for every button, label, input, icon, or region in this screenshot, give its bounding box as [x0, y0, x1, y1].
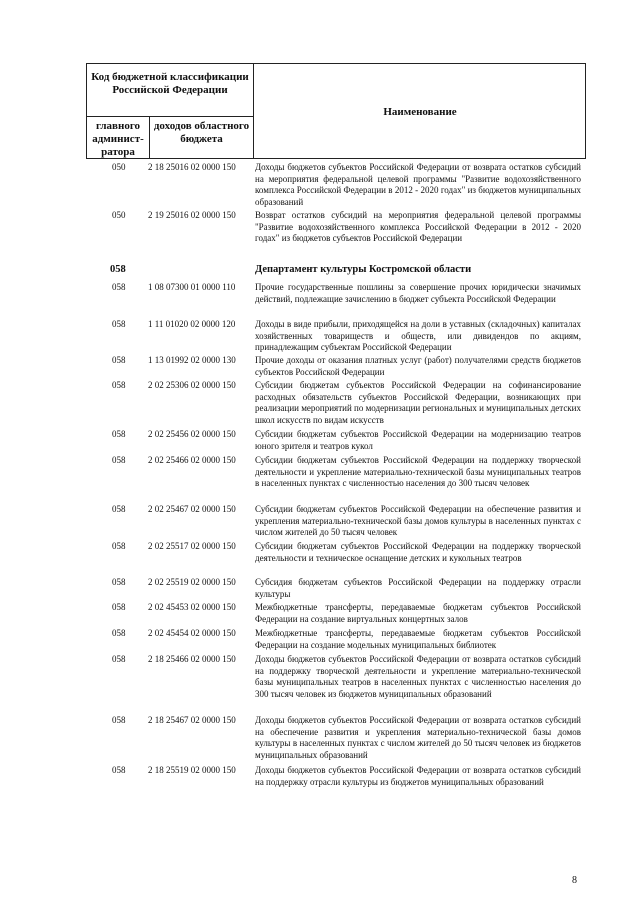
admin-code: 050: [112, 210, 126, 220]
income-name: Доходы бюджетов субъектов Российской Федерации от возврата остатков субсидий на обеспечение развития и укрепления материально-технической базы домов культуры в населенных пунктах с числом жителей до 50 тысяч человек из бюджетов муниципальных образований: [255, 715, 581, 760]
income-code: 2 02 25467 02 0000 150: [148, 504, 236, 514]
income-code: 2 18 25467 02 0000 150: [148, 715, 236, 725]
header-col-admin: главного админист-ратора: [92, 120, 144, 158]
admin-code: 058: [112, 319, 126, 329]
admin-code: 058: [112, 765, 126, 775]
admin-code: 058: [112, 429, 126, 439]
income-name: Субсидии бюджетам субъектов Российской Федерации на поддержку творческой деятельности и техническое оснащение детских и кукольных театров: [255, 541, 581, 563]
income-code: 2 18 25466 02 0000 150: [148, 654, 236, 664]
income-code: 2 02 25456 02 0000 150: [148, 429, 236, 439]
admin-code: 058: [112, 282, 126, 292]
income-code: 1 13 01992 02 0000 130: [148, 355, 236, 365]
income-name: Доходы бюджетов субъектов Российской Федерации от возврата остатков субсидий на мероприятия федеральной целевой программы "Развитие водохозяйственного комплекса Российской Федерации в 2012 - 2020 годах" из бюджетов муниципальных образований: [255, 162, 581, 207]
income-name: Возврат остатков субсидий на мероприятия федеральной целевой программы "Развитие водохозяйственного комплекса Российской Федерации в 2012 - 2020 годах" из бюджетов субъектов Российской Федерации: [255, 210, 581, 244]
income-code: 2 02 45454 02 0000 150: [148, 628, 236, 638]
income-code: 2 18 25519 02 0000 150: [148, 765, 236, 775]
income-name: Межбюджетные трансферты, передаваемые бюджетам субъектов Российской Федерации на создание модельных муниципальных библиотек: [255, 628, 581, 650]
income-name: Доходы бюджетов субъектов Российской Федерации от возврата остатков субсидий на поддержку творческой деятельности и укрепление материально-технической базы муниципальных театров в населенных пунктах с численностью населения до 300 тысяч человек из бюджетов муниципальных образований: [255, 654, 581, 699]
income-name: Прочие государственные пошлины за совершение прочих юридически значимых действий, подлежащие зачислению в бюджет субъекта Российской Федерации: [255, 282, 581, 304]
admin-code: 058: [112, 715, 126, 725]
income-name: Прочие доходы от оказания платных услуг (работ) получателями средств бюджетов субъектов Российской Федерации: [255, 355, 581, 377]
income-code: 2 02 25517 02 0000 150: [148, 541, 236, 551]
admin-code: 058: [112, 380, 126, 390]
header-col-income: доходов областного бюджета: [153, 120, 250, 145]
income-code: 2 02 45453 02 0000 150: [148, 602, 236, 612]
income-code: 1 11 01020 02 0000 120: [148, 319, 236, 329]
admin-code: 050: [112, 162, 126, 172]
header-col-name: Наименование: [383, 106, 457, 118]
admin-code: 058: [112, 455, 126, 465]
table-header: [86, 63, 586, 159]
income-name: Субсидии бюджетам субъектов Российской Федерации на модернизацию театров юного зрителя и театров кукол: [255, 429, 581, 451]
income-name: Доходы бюджетов субъектов Российской Федерации от возврата остатков субсидий на поддержку отрасли культуры из бюджетов муниципальных образований: [255, 765, 581, 787]
income-name: Субсидии бюджетам субъектов Российской Федерации на поддержку творческой деятельности и укрепление материально-технической базы муниципальных театров в населенных пунктах с численностью населения до 300 тысяч человек: [255, 455, 581, 489]
income-code: 2 18 25016 02 0000 150: [148, 162, 236, 172]
header-group-title: Код бюджетной классификации Российской Федерации: [91, 71, 249, 96]
admin-code: 058: [112, 504, 126, 514]
page-number: 8: [572, 875, 577, 886]
income-code: 2 02 25306 02 0000 150: [148, 380, 236, 390]
income-code: 2 02 25519 02 0000 150: [148, 577, 236, 587]
admin-code: 058: [112, 541, 126, 551]
income-code: 1 08 07300 01 0000 110: [148, 282, 236, 292]
income-code: 2 02 25466 02 0000 150: [148, 455, 236, 465]
income-name: Субсидии бюджетам субъектов Российской Федерации на обеспечение развития и укрепления материально-технической базы домов культуры в населенных пунктах с числом жителей до 50 тысяч человек: [255, 504, 581, 538]
admin-code: 058: [112, 654, 126, 664]
income-name: Межбюджетные трансферты, передаваемые бюджетам субъектов Российской Федерации на создание виртуальных концертных залов: [255, 602, 581, 624]
admin-code: 058: [112, 602, 126, 612]
income-name: Субсидии бюджетам субъектов Российской Федерации на софинансирование расходных обязательств субъектов Российской Федерации, возникающих при реализации мероприятий по модернизации региональных и муниципальных детских школ искусств по видам искусств: [255, 380, 581, 425]
admin-code: 058: [112, 355, 126, 365]
income-name: Субсидия бюджетам субъектов Российской Федерации на поддержку отрасли культуры: [255, 577, 581, 599]
admin-code: 058: [112, 628, 126, 638]
department-name: Департамент культуры Костромской области: [255, 264, 472, 275]
department-admin-code: 058: [110, 264, 126, 275]
header-divider-horizontal: [87, 116, 253, 117]
income-name: Доходы в виде прибыли, приходящейся на доли в уставных (складочных) капиталах хозяйственных товариществ и обществ, или дивидендов по акциям, принадлежащим субъектам Российской Федерации: [255, 319, 581, 353]
admin-code: 058: [112, 577, 126, 587]
income-code: 2 19 25016 02 0000 150: [148, 210, 236, 220]
